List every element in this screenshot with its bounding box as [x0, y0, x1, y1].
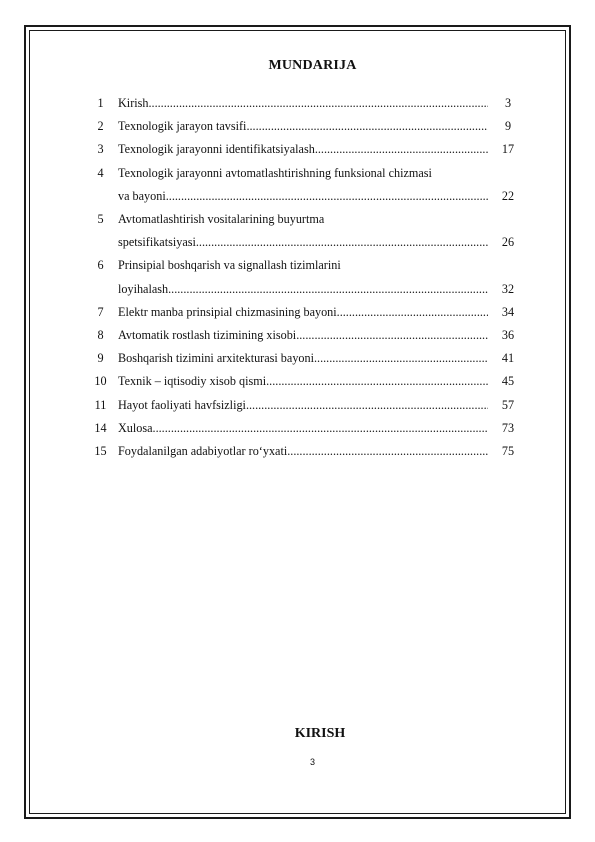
- toc-entry-line: Boshqarish tizimini arxitekturasi bayoni .....: [118, 347, 488, 370]
- toc-title: MUNDARIJA: [268, 58, 357, 73]
- toc-page-number: 22: [501, 188, 515, 203]
- toc-entry-line: loyihalash .....: [118, 278, 488, 301]
- toc-row: [84, 440, 534, 463]
- toc-entry-line: Texnologik jarayonni identifikatsiyalash .....: [118, 138, 488, 161]
- toc-page-number: 9: [504, 119, 512, 134]
- toc-row: [84, 208, 534, 254]
- toc-row: [84, 394, 534, 417]
- toc-number: 3: [97, 142, 104, 157]
- toc-row: [84, 370, 534, 393]
- toc-entry-text: [117, 301, 488, 324]
- toc-entry-line: Texnologik jarayonni avtomatlashtirishning funksional chizmasi: [118, 165, 432, 180]
- toc-number: 6: [97, 258, 104, 273]
- toc-page-number: 75: [501, 444, 515, 459]
- toc-entry-text: [117, 208, 488, 254]
- toc-entry-line: Prinsipial boshqarish va signallash tizimlarini: [118, 258, 341, 273]
- toc-number: 9: [97, 351, 104, 366]
- toc-row: [84, 301, 534, 324]
- toc-page-number: 26: [501, 235, 515, 250]
- toc-entry-line: Xulosa .....: [118, 417, 488, 440]
- table-of-contents: [84, 92, 534, 463]
- page-number: 3: [309, 757, 315, 767]
- toc-number: 14: [94, 420, 107, 435]
- toc-row: [84, 138, 534, 161]
- toc-row: [84, 254, 534, 300]
- toc-entry-text: [117, 324, 488, 347]
- toc-row: [84, 92, 534, 115]
- toc-number: 2: [97, 119, 104, 134]
- toc-entry-text: [117, 394, 488, 417]
- toc-entry-text: [117, 370, 488, 393]
- toc-page-number: 17: [501, 142, 515, 157]
- toc-number: 11: [94, 397, 107, 412]
- toc-entry-text: [117, 440, 488, 463]
- toc-entry-line: spetsifikatsiyasi .....: [118, 231, 488, 254]
- toc-entry-line: Texnik – iqtisodiy xisob qismi .....: [118, 370, 488, 393]
- toc-number: 4: [97, 165, 104, 180]
- toc-page-number: 73: [501, 420, 515, 435]
- toc-entry-line: Kirish .....: [118, 92, 488, 115]
- toc-number: 10: [94, 374, 107, 389]
- toc-row: [84, 417, 534, 440]
- toc-entry-text: [117, 92, 488, 115]
- toc-number: 7: [97, 304, 104, 319]
- toc-entry-line: va bayoni .....: [118, 185, 488, 208]
- toc-entry-text: [117, 115, 488, 138]
- toc-entry-line: Foydalanilgan adabiyotlar ro‘yxati .....: [118, 440, 488, 463]
- toc-page-number: 34: [501, 304, 515, 319]
- toc-entry-text: [117, 162, 488, 208]
- toc-entry-line: Texnologik jarayon tavsifi .....: [118, 115, 488, 138]
- toc-number: 8: [97, 328, 104, 343]
- toc-page-number: 45: [501, 374, 515, 389]
- toc-entry-line: Avtomatlashtirish vositalarining buyurtma: [118, 212, 325, 227]
- toc-row: [84, 347, 534, 370]
- toc-number: 15: [94, 444, 107, 459]
- toc-page-number: 36: [501, 328, 515, 343]
- toc-entry-line: Avtomatik rostlash tizimining xisobi .....: [118, 324, 488, 347]
- toc-page-number: 32: [501, 281, 515, 296]
- toc-page-number: 57: [501, 397, 515, 412]
- toc-entry-text: [117, 254, 488, 300]
- toc-row: [84, 115, 534, 138]
- toc-number: 5: [97, 212, 104, 227]
- toc-entry-line: Elektr manba prinsipial chizmasining bayoni .....: [118, 301, 488, 324]
- toc-row: [84, 162, 534, 208]
- toc-entry-text: [117, 417, 488, 440]
- toc-row: [84, 324, 534, 347]
- toc-entry-text: [117, 138, 488, 161]
- toc-entry-text: [117, 347, 488, 370]
- toc-number: 1: [97, 96, 104, 110]
- toc-page-number: 3: [504, 96, 512, 110]
- section-heading: KIRISH: [294, 726, 346, 741]
- toc-entry-line: Hayot faoliyati havfsizligi .....: [118, 394, 488, 417]
- toc-page-number: 41: [501, 351, 515, 366]
